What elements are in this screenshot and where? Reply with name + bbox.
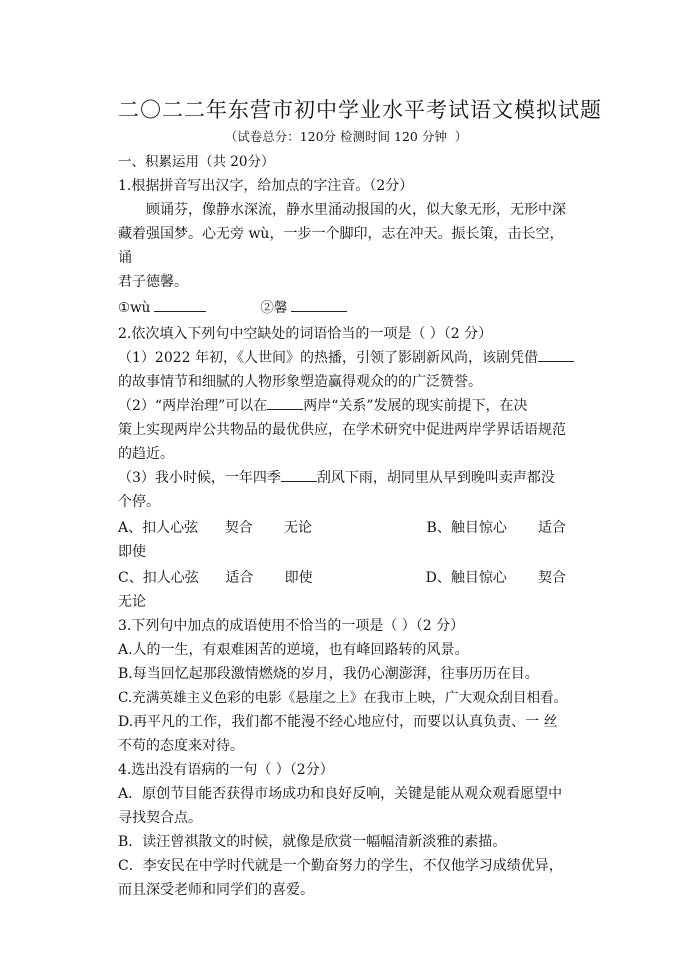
answer-1-blank[interactable] [154,297,206,312]
section-heading: 一、积累运用（共 20分） [118,154,275,170]
option-a[interactable]: A、扣人心弦 契合 无论 [118,520,312,536]
question-2-sentence-3-cont: 个停。 [118,494,160,510]
question-3-option-d[interactable]: D.再平凡的工作，我们都不能漫不经心地应付，而要以认真负责、一 丝 [118,714,558,730]
question-4-option-c[interactable]: C．李安民在中学时代就是一个勤奋努力的学生，不仅他学习成绩优异， [118,858,563,874]
answer-2-label: ②馨 [260,300,288,316]
answer-1-label: ①wù [118,300,151,316]
page-title: 二〇二二年东营市初中学业水平考试语文模拟试题 [118,98,602,122]
question-2-sentence-2-cont: 的趋近。 [118,446,174,462]
question-2-options-row-1 [118,516,574,540]
question-1-passage-line: 顾诵芬，像静水深流，静水里涌动报国的火，似大象无形，无形中深 [146,202,566,218]
question-3-option-a[interactable]: A.人的一生，有艰难困苦的逆境，也有峰回路转的风景。 [118,642,469,658]
question-2-options-row-2 [118,566,574,590]
question-3-stem: 3.下列句中加点的成语使用不恰当的一项是（ ）（2 分） [118,618,465,634]
question-4-option-c-cont: 而且深受老师和同学们的喜爱。 [118,882,314,898]
question-3 [118,614,574,758]
question-4 [118,758,574,902]
question-1-passage-line: 藏着强国梦。心无旁 wù，一步一个脚印，志在冲天。振长策，击长空，诵 [118,226,564,266]
sentence-text: 两岸“关系”发展的现实前提下，在决 [303,398,528,414]
question-2-sentence-1 [118,346,574,370]
question-2-sentence-2-cont: 策上实现两岸公共物品的最优供应，在学术研究中促进两岸学界话语规范 [118,422,566,438]
question-1-stem: 1.根据拼音写出汉字，给加点的字注音。（2分） [118,178,414,194]
exam-subtitle: （试卷总分：120分 检测时间 120 分钟 ） [224,129,468,144]
fill-blank[interactable] [538,348,574,362]
question-1-passage-line: 君子德馨。 [118,274,188,290]
question-2-sentence-3 [118,466,574,490]
sentence-text: （2）“两岸治理”可以在 [118,398,268,414]
question-3-option-c[interactable]: C.充满英雄主义色彩的电影《悬崖之上》在我市上映，广大观众刮目相看。 [118,690,568,706]
question-1 [118,174,574,320]
question-2-sentence-1-cont: 的故事情节和细腻的人物形象塑造赢得观众的的广泛赞誉。 [118,374,482,390]
sentence-text: （1）2022 年初，《人世间》的热播，引领了影剧新风尚，该剧凭借 [118,350,538,366]
question-4-option-a-cont: 寻找契合点。 [118,810,202,826]
option-b[interactable]: B、触目惊心 适合 [426,520,566,536]
fill-blank[interactable] [281,468,317,482]
answer-2-item [260,296,347,320]
answer-1-item [118,296,206,320]
sentence-text: 刮风下雨，胡同里从早到晚叫卖声都没 [316,470,555,486]
question-4-stem: 4.选出没有语病的一句（ ）（2分） [118,762,334,778]
question-3-option-d-cont: 不苟的态度来对待。 [118,738,244,754]
option-b-wrap: 即使 [118,544,146,560]
question-2-sentence-2 [118,394,574,418]
sentence-text: （3）我小时候，一年四季 [118,470,281,486]
question-1-answer-row [118,296,574,320]
question-4-option-a[interactable]: A．原创节目能否获得市场成功和良好反响，关键是能从观众观看愿望中 [118,786,563,802]
option-d[interactable]: D、触目惊心 契合 [425,570,566,586]
answer-2-blank[interactable] [291,297,347,312]
question-2 [118,322,574,614]
option-c[interactable]: C、扣人心弦 适合 即使 [118,570,313,586]
question-2-stem: 2.依次填入下列句中空缺处的词语恰当的一项是（ ）（2 分） [118,326,493,342]
question-3-option-b[interactable]: B.每当回忆起那段激情燃烧的岁月，我仍心潮澎湃，往事历历在目。 [118,666,539,682]
fill-blank[interactable] [267,396,303,410]
option-d-wrap: 无论 [118,594,146,610]
question-4-option-b[interactable]: B．读汪曾祺散文的时候，就像是欣赏一幅幅清新淡雅的素描。 [118,834,507,850]
